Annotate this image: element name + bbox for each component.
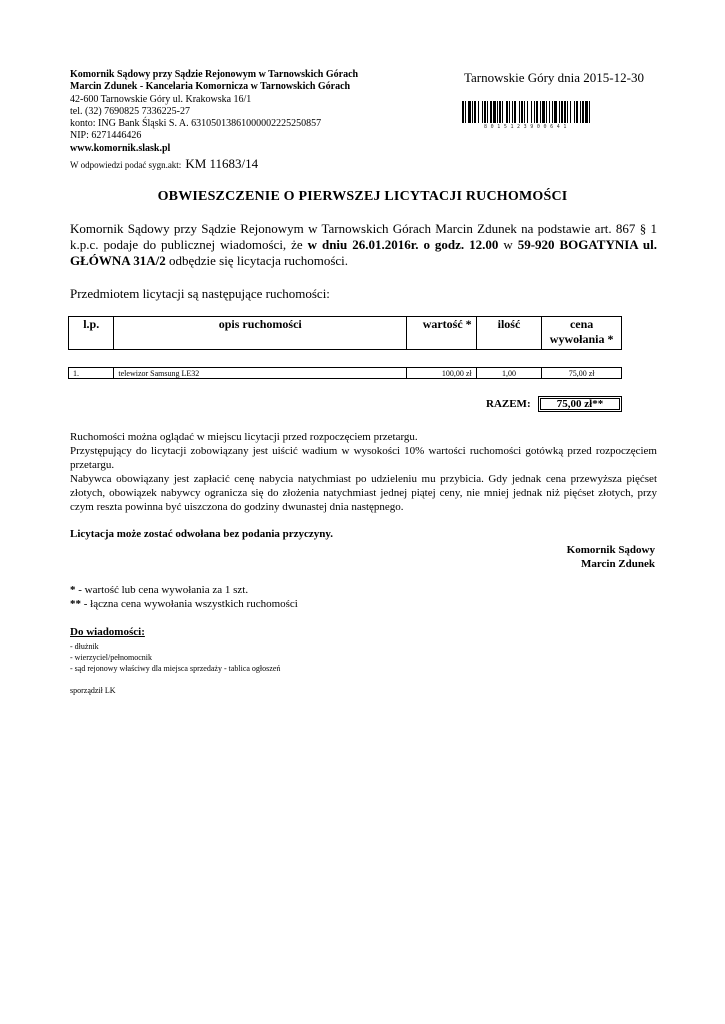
signature-name: Marcin Zdunek <box>580 558 655 570</box>
items-intro: Przedmiotem licytacji są następujące ruchomości: <box>70 286 330 301</box>
footnote-single <box>70 584 248 596</box>
intro-paragraph <box>70 221 657 269</box>
list-item: - wierzyciel/pełnomocnik <box>70 653 152 662</box>
auction-date-time: w dniu 26.01.2016r. o godz. 12.00 <box>307 237 499 252</box>
intro-text-2: w <box>498 237 518 252</box>
viewing-note: Ruchomości można oglądać w miejscu licytacji przed rozpoczęciem przetargu. <box>70 431 418 443</box>
total-value: 75,00 zł** <box>538 396 622 412</box>
case-reference <box>70 155 258 173</box>
footnote-total-mark: ** <box>70 598 81 610</box>
total-label: RAZEM: <box>486 398 531 410</box>
row-starting-price: 75,00 zł <box>542 368 622 379</box>
header-lp: l.p. <box>69 317 114 350</box>
barcode-bars <box>462 101 652 123</box>
distribution-list <box>70 641 280 674</box>
prepared-by: sporządził LK <box>70 686 116 695</box>
row-description: telewizor Samsung LE32 <box>114 368 407 379</box>
office-bank-account: konto: ING Bank Śląski S. A. 63105013861000002225250857 <box>70 118 322 129</box>
row-value: 100,00 zł <box>407 368 477 379</box>
document-title: OBWIESZCZENIE O PIERWSZEJ LICYTACJI RUCHOMOŚCI <box>157 189 568 204</box>
office-phone: tel. (32) 7690825 7336225-27 <box>70 106 190 117</box>
intro-text-3: odbędzie się licytacja ruchomości. <box>165 253 349 268</box>
place-and-date: Tarnowskie Góry dnia 2015-12-30 <box>464 70 644 85</box>
row-lp: 1. <box>69 368 114 379</box>
barcode <box>462 101 652 130</box>
deposit-note: Przystępujący do licytacji zobowiązany jest uiścić wadium w wysokości 10% wartości ruchomości gotówką przed rozpoczęciem przetargu. <box>70 445 657 471</box>
payment-note: Nabywca obowiązany jest zapłacić cenę nabycia natychmiast po udzieleniu mu przybicia. Gdy jednak cena przewyższa pięćset złotych, obowiązek nabywcy ogranicza się do złożenia natychmiast jednej piątej ceny, nie mniej jednak niż pięćset złotych, przy czym reszta powinna być uiszczona do godziny dwunastej dnia następnego. <box>70 473 657 513</box>
barcode-digits: 8015123900641 <box>484 124 570 130</box>
list-item: - dłużnik <box>70 642 99 651</box>
header-value: wartość * <box>407 317 477 350</box>
auction-location: 59-920 BOGATYNIA ul. GŁÓWNA 31A/2 <box>70 237 657 268</box>
office-address: 42-600 Tarnowskie Góry ul. Krakowska 16/1 <box>70 94 252 105</box>
row-quantity: 1,00 <box>476 368 542 379</box>
office-website: www.komornik.slask.pl <box>70 143 171 154</box>
distribution-heading: Do wiadomości: <box>70 626 145 638</box>
signature-title: Komornik Sądowy <box>566 544 655 556</box>
office-nip: NIP: 6271446426 <box>70 130 142 141</box>
list-item: - sąd rejonowy właściwy dla miejsca sprzedaży - tablica ogłoszeń <box>70 664 281 673</box>
footnote-total-text: - łączna cena wywołania wszystkich ruchomości <box>81 598 298 610</box>
table-row <box>69 368 622 379</box>
header-quantity: ilość <box>476 317 542 350</box>
case-reference-label: W odpowiedzi podać sygn.akt: <box>70 160 182 170</box>
footnote-single-mark: * <box>70 584 76 596</box>
footnote-total <box>70 598 298 610</box>
cancellation-note: Licytacja może zostać odwołana bez podania przyczyny. <box>70 528 334 540</box>
case-reference-number: KM 11683/14 <box>185 156 259 171</box>
header-description: opis ruchomości <box>114 317 407 350</box>
footnote-single-text: - wartość lub cena wywołania za 1 szt. <box>75 584 249 596</box>
barcode-bar <box>590 101 592 123</box>
items-table-header <box>68 316 622 350</box>
office-name-line2: Marcin Zdunek - Kancelaria Komornicza w Tarnowskich Górach <box>70 81 351 92</box>
items-table <box>68 367 622 379</box>
signature-block <box>567 543 655 571</box>
intro-text-1: Komornik Sądowy przy Sądzie Rejonowym w Tarnowskich Górach Marcin Zdunek na podstawie art. 867 § 1 k.p.c. podaje do publicznej wiadomości, że <box>70 221 657 252</box>
header-starting-price <box>542 317 622 350</box>
header-starting-price-label: cena wywołania * <box>549 317 614 346</box>
office-name-line1: Komornik Sądowy przy Sądzie Rejonowym w Tarnowskich Górach <box>70 69 359 80</box>
